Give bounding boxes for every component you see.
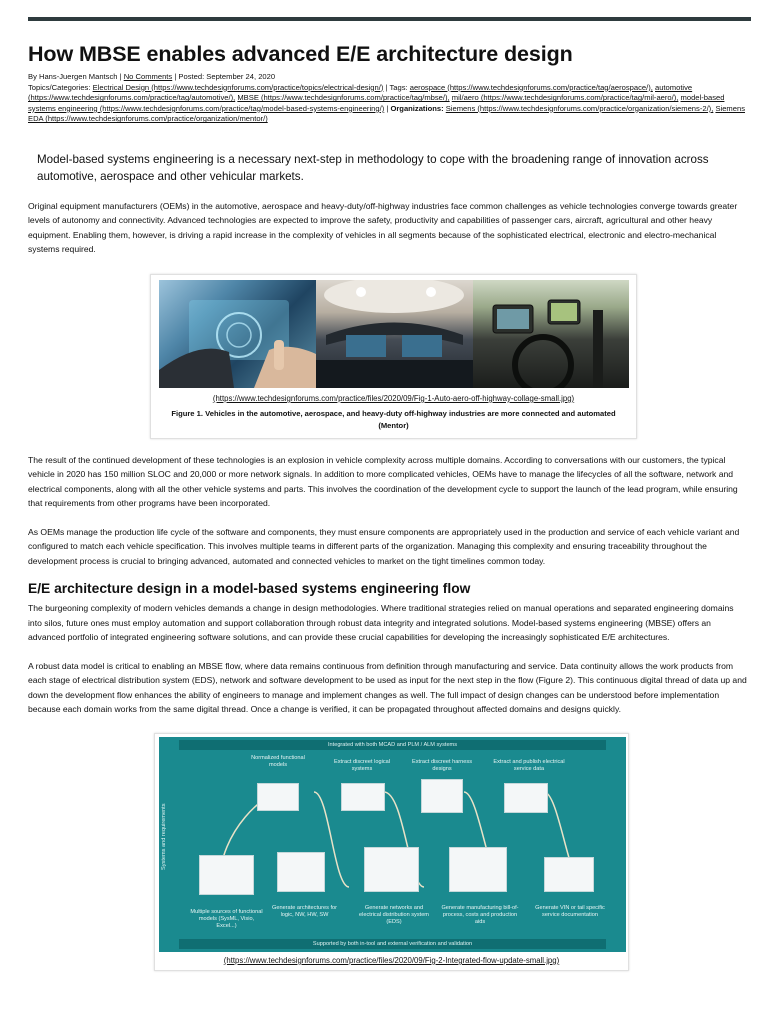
paragraph-1: Original equipment manufacturers (OEMs) in the automotive, aerospace and heavy-duty/off-highway industries face common challenges as vehicle technologies converge towards greater levels of autonomy and connectivity. Advanced technologies are expected to improve the safety, productivity and capabilities of passenger cars, aircraft, agricultural and other heavy equipment. Enabling them, however, is driving a rapid increase in the complexity of vehicles in all segments because of the sophisticated electrical, electronic and electro-mechanical systems required. [28,200,738,255]
automotive-photo [159,280,316,388]
off-highway-photo [473,280,629,388]
article-title: How MBSE enables advanced E/E architecture design [28,42,573,66]
tag-link-automotive[interactable]: automotive (https://www.techdesignforums.com/practice/tag/automotive/), [28,82,693,103]
topics-label: Topics/Categories: [28,82,91,92]
label-manufacturing: Generate manufacturing bill-of-process, costs and production aids [441,904,519,925]
figure-1-image[interactable] [159,280,629,388]
card-sources [199,855,254,895]
card-harness-designs [421,779,463,813]
tags-label: Tags: [389,82,408,92]
figure-1 [150,274,637,439]
paragraph-5: A robust data model is critical to enabling an MBSE flow, where data remains continuous from definition through manufacturing and service. Data continuity allows the work products from each stage of electrical distribution system (EDS), network and software development to be used as input for the next step in the flow (Figure 2). This continuous digital thread of data up and down the development flow enhances the ability of engineers to manage and implement changes as well. The full impact of design changes can be understood before implementation because each domain works from the same digital thread. Once a change is verified, it can be propagated throughout affected domains and designs quickly. [28,660,747,715]
diagram-bottom-banner: Supported by both in-tool and external verification and validation [179,939,606,949]
card-service-data [504,783,548,813]
card-logical-systems [341,783,385,811]
paragraph-2: The result of the continued development of these technologies is an explosion in vehicle complexity across multiple domains. According to conversations with our customers, the typical vehicle in 2020 has 150 million SLOC and 20,000 or more network signals. In addition to more complicated vehicles, OEMs have to manage the lifecycles of all the software, network and electrical components, along with all the other vehicle systems and parts. This involves the coordination of the development cycle to support the launch of the lead program, while ensuring that requirements from other programs have been incorporated. [28,454,738,509]
tag-link-mil-aero[interactable]: mil/aero (https://www.techdesignforums.com/practice/tag/mil-aero/), [451,93,679,103]
figure-2-diagram[interactable] [159,737,626,952]
tag-link-model-based[interactable]: model-based systems engineering (https://www.techdesignforums.com/practice/tag/model-based-systems-engineering/) [28,93,725,113]
byline-author: By Hans-Juergen Mantsch [28,72,118,81]
figure-2 [154,733,629,971]
label-networks: Generate networks and electrical distribution system (EDS) [359,904,429,925]
paragraph-3: As OEMs manage the production life cycle of the software and components, they must ensure components are appropriately used in the production and service of each vehicle variant and configured to match each vehicle specification. This involves multiple teams in different parts of the organization. Managing this complexity and ensuring traceability throughout the development process is crucial to bringing advanced, automated and connected vehicles to market on the tight timelines common today. [28,526,740,566]
label-architectures: Generate architectures for logic, NW, HW, SW [272,904,337,918]
diagram-top-banner: Integrated with both MCAD and PLM / ALM systems [179,740,606,750]
article-meta: By Hans-Juergen Mantsch | No Comments | Posted: September 24, 2020 Topics/Categories: Electrical Design (https://www.techdesignforums.com/practice/topics/electrical-design/) | Tags: aerospace (https://www.techdesignforums.com/practice/tag/aerospace/), automotive (https://www.techdesignforums.com/practice/tag/automotive/), MBSE (https://www.techdesignforums.com/practice/tag/mbse/), mil/aero (https://www.techdesignforums.com/practice/tag/mil-aero/), model-based systems engineering (https://www.techdesignforums.com/practice/tag/model-based-systems-engineering/) | Organizations: Siemens (https://www.techdesignforums.com/practice/organization/siemens-2/), Siemens EDA (https://www.techdesignforums.com/practice/organization/mentor/) [28,72,745,124]
label-sources: Multiple sources of functional models (SysML, Visio, Excel...) [190,908,263,929]
posted-date: Posted: September 24, 2020 [178,72,276,81]
label-normalized: Normalized functional models [251,754,305,768]
aerospace-photo [316,280,473,388]
label-harness: Extract discreet harness designs [411,758,472,772]
section-heading: E/E architecture design in a model-based systems engineering flow [28,581,471,597]
comments-link[interactable]: No Comments [123,72,173,81]
label-service-docs: Generate VIN or tail specific service documentation [535,904,605,918]
tag-link-mbse[interactable]: MBSE (https://www.techdesignforums.com/practice/tag/mbse/), [237,93,450,103]
figure-1-caption: Figure 1. Vehicles in the automotive, aerospace, and heavy-duty off-highway industries are more connected and automated (Mentor) [171,408,616,430]
diagram-side-label: Systems and requirements [161,803,167,871]
card-service-docs [544,857,594,892]
paragraph-4: The burgeoning complexity of modern vehicles demands a change in design methodologies. Where traditional strategies relied on manual operations and separated engineering domains into silos, future ones must employ automation and support collaboration through robust data integrity and integrated solutions. Model-based systems engineering (MBSE) offers an advanced portfolio of integrated engineering software solutions, and can provide these crucial capabilities for developing the increasingly sophisticated E/E architectures. [28,603,734,643]
card-networks-eds [364,847,419,892]
org-link-siemens[interactable]: Siemens (https://www.techdesignforums.com/practice/organization/siemens-2/), [445,103,714,113]
figure-2-link[interactable]: (https://www.techdesignforums.com/practice/files/2020/09/Fig-2-Integrated-flow-update-small.jpg) [223,955,560,965]
card-architectures [277,852,325,892]
article [28,40,748,971]
topic-link[interactable]: Electrical Design (https://www.techdesignforums.com/practice/topics/electrical-design/) [92,82,384,92]
card-functional-models [257,783,299,811]
orgs-label: Organizations: [390,103,444,113]
figure-1-link[interactable]: (https://www.techdesignforums.com/practice/files/2020/09/Fig-1-Auto-aero-off-highway-collage-small.jpg) [212,393,575,403]
label-service-data: Extract and publish electrical service data [493,758,565,772]
article-lead: Model-based systems engineering is a necessary next-step in methodology to cope with the broadening range of innovation across automotive, aerospace and other vehicular markets. [37,152,709,183]
card-manufacturing [449,847,507,892]
tag-link-aerospace[interactable]: aerospace (https://www.techdesignforums.com/practice/tag/aerospace/), [409,82,653,92]
org-link-siemens-eda[interactable]: Siemens EDA (https://www.techdesignforums.com/practice/organization/mentor/) [28,103,745,124]
label-logical: Extract discreet logical systems [334,758,390,772]
top-rule [28,17,751,21]
